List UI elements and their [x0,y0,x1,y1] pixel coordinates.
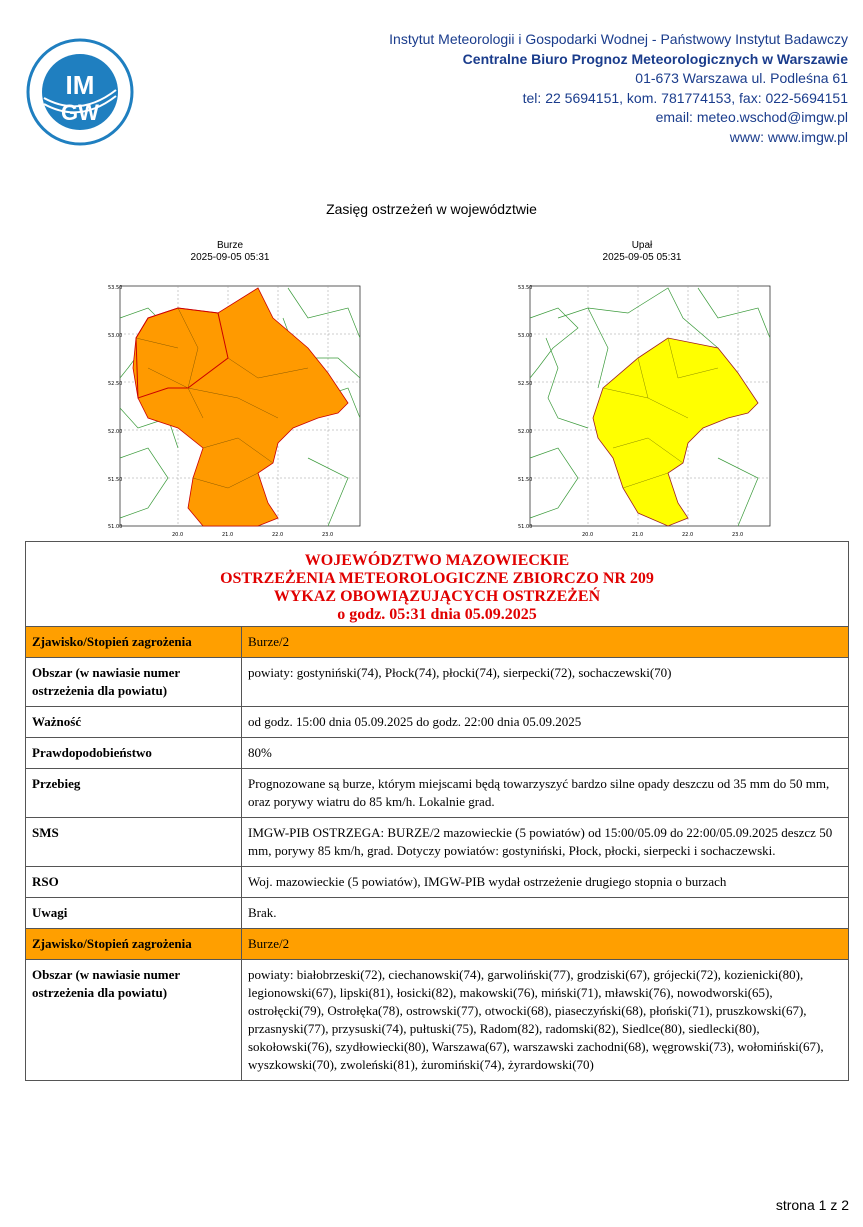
bureau-name: Centralne Biuro Prognoz Meteorologicznych w Warszawie [462,50,848,67]
label-area: Obszar (w nawiasie numer ostrzeżenia dla powiatu) [26,658,242,707]
map-lat-label: 51.50 [518,477,533,483]
table-row [26,658,849,707]
map-lat-label: 51.00 [518,524,533,530]
label-sms: SMS [26,818,242,867]
map-lon-label: 23.0 [322,532,334,538]
map-lat-label: 52.00 [108,429,123,435]
map-lon-label: 21.0 [222,532,234,538]
value-probability: 80% [242,738,849,769]
map-date: 2025-09-05 05:31 [602,252,682,263]
title-collective: OSTRZEŻENIA METEOROLOGICZNE ZBIORCZO NR 209 [220,570,654,587]
map-lat-label: 53.50 [518,285,533,291]
value-phenomenon: Burze/2 [242,627,849,658]
title-voivodeship: WOJEWÓDZTWO MAZOWIECKIE [304,552,570,569]
table-row [26,769,849,818]
map-burze-caption [130,240,330,264]
value-rso: Woj. mazowieckie (5 powiatów), IMGW-PIB wydał ostrzeżenie drugiego stopnia o burzach [242,867,849,898]
map-lat-label: 51.50 [108,477,123,483]
map-lon-label: 20.0 [172,532,184,538]
table-row [26,929,849,960]
label-phenomenon: Zjawisko/Stopień zagrożenia [26,929,242,960]
map-lat-label: 53.50 [108,285,123,291]
table-row [26,818,849,867]
map-lat-label: 52.50 [108,381,123,387]
value-sms: IMGW-PIB OSTRZEGA: BURZE/2 mazowieckie (5 powiatów) od 15:00/05.09 do 22:00/05.09.2025 deszcz 50 mm, porywy 85 km/h, grad. Dotyczy powiatów: gostyniński, Płock, płocki, sierpecki i sochaczewski. [242,818,849,867]
imgw-logo [26,38,134,146]
map-lon-label: 21.0 [632,532,644,538]
table-row [26,738,849,769]
address: 01-673 Warszawa ul. Podleśna 61 [635,70,848,86]
logo-letters-top: IM [65,70,95,100]
table-row [26,707,849,738]
label-validity: Ważność [26,707,242,738]
warnings-title [26,542,849,627]
table-row [26,627,849,658]
label-remarks: Uwagi [26,898,242,929]
email[interactable]: email: meteo.wschod@imgw.pl [655,109,848,125]
map-upal-caption [542,240,742,264]
label-phenomenon: Zjawisko/Stopień zagrożenia [26,627,242,658]
value-course: Prognozowane są burze, którym miejscami będą towarzyszyć bardzo silne opady deszczu od 35 mm do 50 mm, oraz porywy wiatru do 85 km/h. Lokalnie grad. [242,769,849,818]
table-row [26,867,849,898]
map-lat-label: 53.00 [108,333,123,339]
map-lon-label: 22.0 [272,532,284,538]
map-lat-label: 52.00 [518,429,533,435]
title-list: WYKAZ OBOWIĄZUJĄCYCH OSTRZEŻEŃ [273,588,601,605]
institution-header [389,30,848,147]
map-upal [518,278,773,545]
map-lat-label: 52.50 [518,381,533,387]
value-validity: od godz. 15:00 dnia 05.09.2025 do godz. 22:00 dnia 05.09.2025 [242,707,849,738]
institute-name: Instytut Meteorologii i Gospodarki Wodnej - Państwowy Instytut Badawczy [389,31,848,47]
label-course: Przebieg [26,769,242,818]
label-rso: RSO [26,867,242,898]
label-probability: Prawdopodobieństwo [26,738,242,769]
map-burze [108,278,363,545]
map-lat-label: 53.00 [518,333,533,339]
table-row [26,960,849,1081]
map-lon-label: 20.0 [582,532,594,538]
map-date: 2025-09-05 05:31 [190,252,270,263]
map-title: Burze [216,240,244,251]
logo-letters-bottom: GW [61,100,99,125]
warnings-table [25,541,849,1081]
value-area: powiaty: białobrzeski(72), ciechanowski(74), garwoliński(77), grodziski(67), grójecki(72), kozienicki(80), legionowski(67), lipski(81), łosicki(82), makowski(76), miński(71), mławski(76), nowodworski(65), ostrołęcki(79), Ostrołęka(78), ostrowski(77), otwocki(68), piaseczyński(68), płoński(71), pruszkowski(67), przasnyski(77), przysuski(74), pułtuski(75), Radom(82), radomski(82), Siedlce(80), siedlecki(80), sokołowski(76), szydłowiecki(80), Warszawa(67), warszawski zachodni(68), węgrowski(73), wołomiński(67), wyszkowski(70), zwoleński(81), żuromiński(74), żyrardowski(70) [242,960,849,1081]
label-area: Obszar (w nawiasie numer ostrzeżenia dla powiatu) [26,960,242,1081]
value-phenomenon: Burze/2 [242,929,849,960]
map-lat-label: 51.00 [108,524,123,530]
value-remarks: Brak. [242,898,849,929]
value-area: powiaty: gostyniński(74), Płock(74), płocki(74), sierpecki(72), sochaczewski(70) [242,658,849,707]
section-title: Zasięg ostrzeżeń w województwie [326,201,537,217]
page-number: strona 1 z 2 [775,1197,849,1213]
map-lon-label: 22.0 [682,532,694,538]
map-title: Upał [631,240,653,251]
table-row [26,898,849,929]
website[interactable]: www: www.imgw.pl [729,128,848,145]
map-lon-label: 23.0 [732,532,744,538]
phone: tel: 22 5694151, kom. 781774153, fax: 022-5694151 [522,89,848,106]
title-time: o godz. 05:31 dnia 05.09.2025 [337,606,537,623]
